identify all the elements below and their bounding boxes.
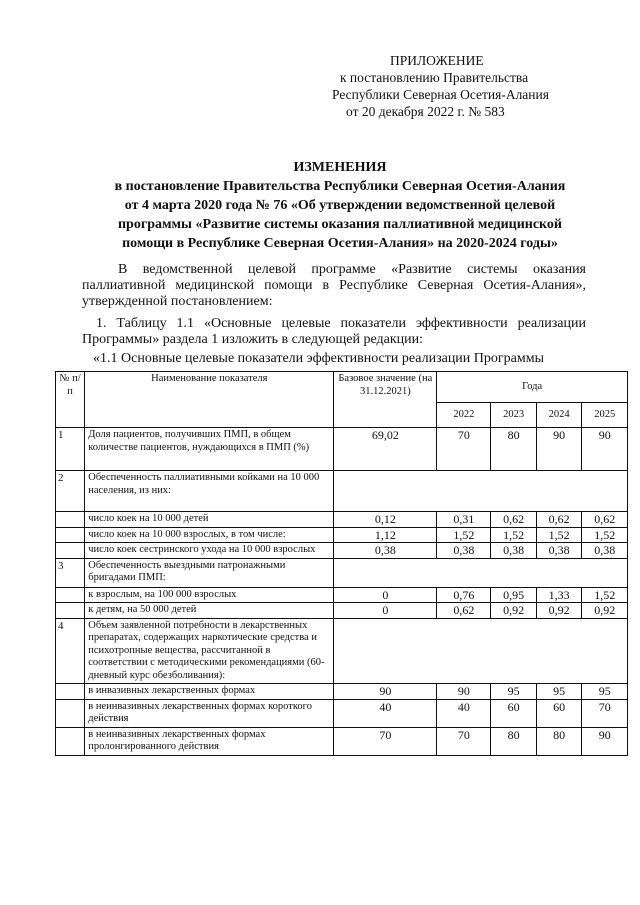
- table-row: число коек сестринского ухода на 10 000 взрослых 0,38 0,38 0,38 0,38 0,38: [56, 543, 628, 559]
- title-line: от 4 марта 2020 года № 76 «Об утверждении ведомственной целевой: [124, 198, 556, 213]
- title-line: помощи в Республике Северная Осетия-Алания» на 2020-2024 годы»: [122, 236, 558, 251]
- header-name: Наименование показателя: [85, 372, 334, 428]
- table-header-row: [56, 372, 628, 403]
- title-heading: ИЗМЕНЕНИЯ: [293, 160, 387, 175]
- appendix-date: от 20 декабря 2022 г. № 583: [346, 104, 505, 119]
- table-row: в инвазивных лекарственных формах 90 90 95 95 95: [56, 684, 628, 700]
- table-caption: «1.1 Основные целевые показатели эффективности реализации Программы: [93, 351, 544, 366]
- title-line: программы «Развитие системы оказания паллиативной медицинской: [117, 217, 562, 232]
- indicators-table: [55, 371, 628, 756]
- table-row: в неинвазивных лекарственных формах короткого действия 40 40 60 60 70: [56, 699, 628, 727]
- paragraph-intro: В ведомственной целевой программе «Развитие системы оказания паллиативной медицинской помощи в Республике Северная Осетия-Алания», утвержденной постановлением:: [82, 262, 586, 309]
- header-year: 2025: [582, 403, 628, 428]
- table-row: к детям, на 50 000 детей 0 0,62 0,92 0,92 0,92: [56, 603, 628, 619]
- header-year: 2022: [437, 403, 491, 428]
- appendix-title: ПРИЛОЖЕНИЕ: [390, 53, 484, 68]
- header-base: Базовое значение (на 31.12.2021): [334, 372, 437, 428]
- table-row: 3 Обеспеченность выездными патронажными бригадами ПМП:: [56, 558, 628, 587]
- paragraph-item-1: 1. Таблицу 1.1 «Основные целевые показатели эффективности реализации Программы» раздела 1 изложить в следующей редакции:: [82, 316, 586, 347]
- table-row: число коек на 10 000 детей 0,12 0,31 0,62 0,62 0,62: [56, 512, 628, 528]
- header-year: 2023: [491, 403, 536, 428]
- table-row: 1 Доля пациентов, получивших ПМП, в общем количестве пациентов, нуждающихся в ПМП (%) 69,02 70 80 90 90: [56, 428, 628, 471]
- document-title: [60, 158, 620, 253]
- title-line: в постановление Правительства Республики Северная Осетия-Алания: [114, 179, 566, 194]
- header-years-group: Года: [437, 372, 628, 403]
- header-num: № п/п: [56, 372, 85, 428]
- header-year: 2024: [536, 403, 581, 428]
- table-row: к взрослым, на 100 000 взрослых 0 0,76 0,95 1,33 1,52: [56, 587, 628, 603]
- appendix-block: [332, 52, 632, 120]
- appendix-line: Республики Северная Осетия-Алания: [332, 87, 549, 102]
- table-row: 2 Обеспеченность паллиативными койками на 10 000 населения, из них:: [56, 471, 628, 512]
- table-row: число коек на 10 000 взрослых, в том числе: 1,12 1,52 1,52 1,52 1,52: [56, 527, 628, 543]
- table-row: 4 Объем заявленной потребности в лекарственных препаратах, содержащих наркотические средства и психотропные вещества, рассчитанной в соответствии с методическими рекомендациями (60-дневный курс обезболивания):: [56, 618, 628, 684]
- table-row: в неинвазивных лекарственных формах пролонгированного действия 70 70 80 80 90: [56, 727, 628, 755]
- appendix-line: к постановлению Правительства: [340, 70, 529, 85]
